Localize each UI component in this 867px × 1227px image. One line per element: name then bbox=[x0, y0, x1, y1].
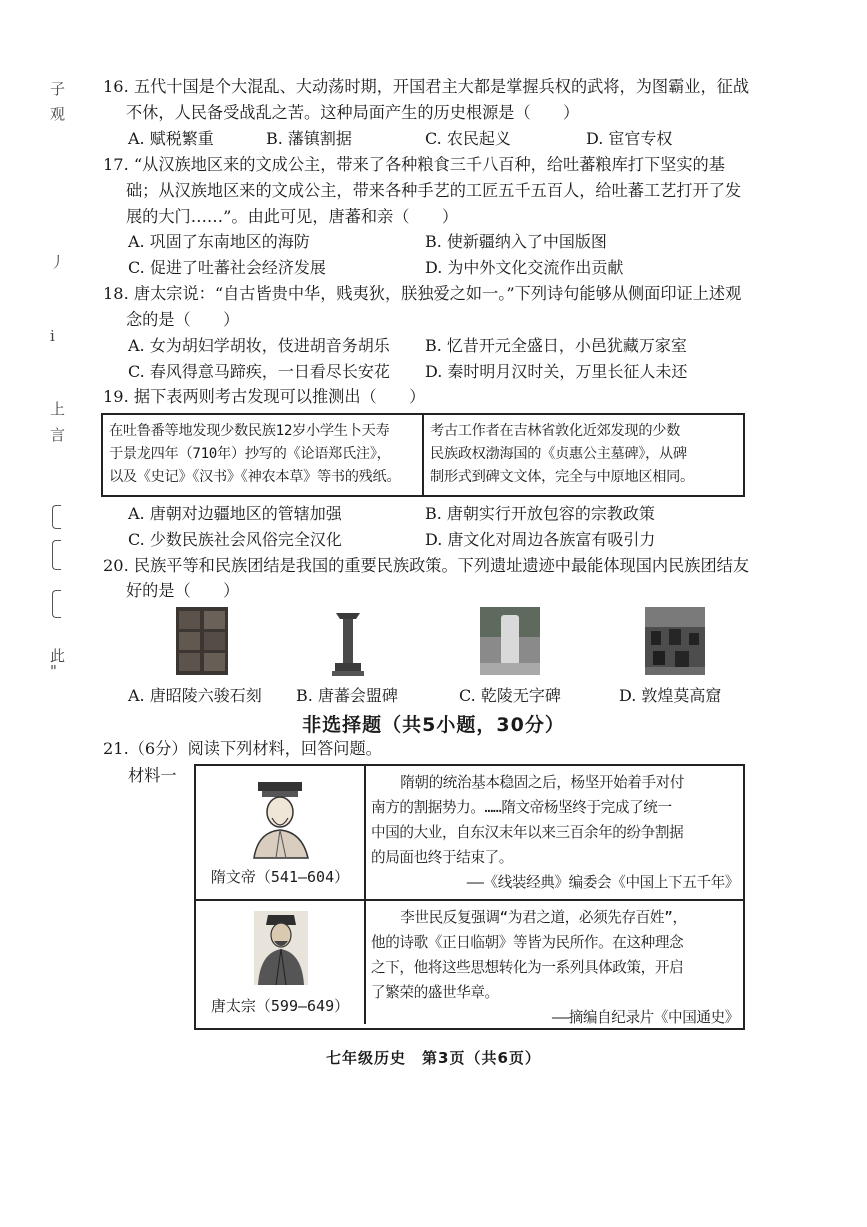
q17-option-a[interactable]: A. 巩固了东南地区的海防 bbox=[128, 232, 310, 251]
q19-left-line: 以及《史记》《汉书》《神农本草》等书的残纸。 bbox=[109, 469, 401, 485]
mogao-grottoes-image bbox=[645, 607, 705, 675]
q16-option-b[interactable]: B. 藩镇割据 bbox=[266, 129, 352, 148]
q18-stem-line1: 18. 唐太宗说：“自古皆贵中华，贱夷狄，朕独爱之如一。”下列诗句能够从侧面印证上述观 bbox=[103, 284, 742, 303]
tang-text-line: 了繁荣的盛世华章。 bbox=[371, 984, 499, 1001]
section-title: 非选择题（共5小题，30分） bbox=[302, 714, 565, 736]
tang-text-line: 他的诗歌《正日临朝》等皆为民所作。在这种理念 bbox=[371, 934, 684, 951]
margin-mark: 言 bbox=[50, 426, 66, 444]
page-footer: 七年级历史 第3页（共6页） bbox=[326, 1049, 541, 1067]
tang-source: ——摘编自纪录片《中国通史》 bbox=[551, 1009, 739, 1026]
q20-stem-line1: 20. 民族平等和民族团结是我国的重要民族政策。下列遗址遗迹中最能体现国内民族团结友 bbox=[103, 556, 750, 575]
q19-option-c[interactable]: C. 少数民族社会风俗完全汉化 bbox=[128, 530, 342, 549]
margin-mark: 上 bbox=[50, 400, 66, 418]
q19-stem: 19. 据下表两则考古发现可以推测出（ ） bbox=[103, 387, 426, 406]
q16-option-c[interactable]: C. 农民起义 bbox=[425, 129, 511, 148]
q18-option-b[interactable]: B. 忆昔开元全盛日，小邑犹藏万家室 bbox=[425, 336, 687, 355]
q18-stem-line2: 念的是（ ） bbox=[126, 310, 240, 329]
q17-stem-line3: 展的大门……”。由此可见，唐蕃和亲（ ） bbox=[126, 207, 459, 226]
margin-mark: " bbox=[50, 662, 57, 680]
q17-option-d[interactable]: D. 为中外文化交流作出贡献 bbox=[425, 258, 624, 277]
q18-option-d[interactable]: D. 秦时明月汉时关，万里长征人未还 bbox=[425, 362, 688, 381]
q19-right-line: 民族政权渤海国的《贞惠公主墓碑》，从碑 bbox=[430, 446, 687, 462]
sui-text-line: 中国的大业，自东汉末年以来三百余年的纷争割据 bbox=[371, 824, 684, 841]
material-row-sui bbox=[196, 766, 743, 901]
q16-option-a[interactable]: A. 赋税繁重 bbox=[128, 129, 214, 148]
q19-right-line: 考古工作者在吉林省敦化近郊发现的少数 bbox=[430, 423, 680, 439]
qianling-wordless-stele-image bbox=[480, 607, 540, 675]
material-label: 材料一 bbox=[128, 766, 177, 785]
tang-taizong-portrait bbox=[254, 911, 308, 985]
sui-text-cell bbox=[366, 766, 743, 895]
margin-bracket bbox=[52, 505, 61, 529]
q17-option-b[interactable]: B. 使新疆纳入了中国版图 bbox=[425, 232, 607, 251]
q19-material-table bbox=[101, 413, 745, 497]
q16-stem-line1: 16. 五代十国是个大混乱、大动荡时期，开国君主大都是掌握兵权的武将，为图霸业，征战 bbox=[103, 77, 750, 96]
sui-text-line: 南方的割据势力。……隋文帝杨坚终于完成了统一 bbox=[371, 799, 672, 816]
sui-text-line: 隋朝的统治基本稳固之后，杨坚开始着手对付 bbox=[400, 774, 685, 791]
q19-left-line: 于景龙四年（710年）抄写的《论语郑氏注》， bbox=[109, 446, 391, 462]
q20-option-a[interactable]: A. 唐昭陵六骏石刻 bbox=[128, 686, 262, 705]
tang-tibet-alliance-stele-image bbox=[330, 607, 366, 677]
q18-option-c[interactable]: C. 春风得意马蹄疾，一日看尽长安花 bbox=[128, 362, 390, 381]
tang-text-line: 之下，他将这些思想转化为一系列具体政策，开启 bbox=[371, 959, 684, 976]
q19-right-line: 制形式到碑文文体，完全与中原地区相同。 bbox=[430, 469, 694, 485]
sui-wendi-portrait bbox=[246, 780, 316, 860]
margin-bracket bbox=[52, 540, 61, 570]
q21-stem: 21.（6分）阅读下列材料，回答问题。 bbox=[103, 739, 382, 758]
q20-option-c[interactable]: C. 乾陵无字碑 bbox=[459, 686, 561, 705]
tang-taizong-caption: 唐太宗（599—649） bbox=[210, 997, 350, 1015]
margin-mark: 此 bbox=[50, 647, 66, 665]
q18-option-a[interactable]: A. 女为胡妇学胡妆，伎进胡音务胡乐 bbox=[128, 336, 390, 355]
margin-mark: 丿 bbox=[50, 253, 66, 271]
q20-option-b[interactable]: B. 唐蕃会盟碑 bbox=[296, 686, 398, 705]
sui-wendi-caption: 隋文帝（541—604） bbox=[210, 868, 350, 886]
margin-bracket bbox=[52, 590, 61, 618]
sui-portrait-cell bbox=[196, 766, 366, 899]
q20-stem-line2: 好的是（ ） bbox=[126, 581, 240, 600]
q16-stem-line2: 不休，人民备受战乱之苦。这种局面产生的历史根源是（ ） bbox=[126, 103, 580, 122]
margin-mark: 观 bbox=[50, 105, 66, 123]
tang-portrait-cell bbox=[196, 901, 366, 1024]
q19-left-cell bbox=[103, 415, 422, 495]
q19-right-cell bbox=[422, 415, 743, 495]
q17-stem-line1: 17. “从汉族地区来的文成公主，带来了各种粮食三千八百种，给吐蕃粮库打下坚实的基 bbox=[103, 155, 725, 174]
q20-option-d[interactable]: D. 敦煌莫高窟 bbox=[619, 686, 722, 705]
margin-mark: i bbox=[50, 327, 55, 345]
q19-option-b[interactable]: B. 唐朝实行开放包容的宗教政策 bbox=[425, 504, 655, 523]
sui-source: ——《线装经典》编委会《中国上下五千年》 bbox=[466, 874, 739, 891]
zhaoling-six-steeds-image bbox=[176, 607, 228, 675]
q19-option-a[interactable]: A. 唐朝对边疆地区的管辖加强 bbox=[128, 504, 342, 523]
tang-text-cell bbox=[366, 901, 743, 1030]
q16-option-d[interactable]: D. 宦官专权 bbox=[586, 129, 673, 148]
margin-mark: 子 bbox=[50, 80, 66, 98]
q21-material-table bbox=[194, 764, 745, 1030]
sui-text-line: 的局面也终于结束了。 bbox=[371, 849, 513, 866]
q17-option-c[interactable]: C. 促进了吐蕃社会经济发展 bbox=[128, 258, 326, 277]
q19-option-d[interactable]: D. 唐文化对周边各族富有吸引力 bbox=[425, 530, 656, 549]
material-row-tang bbox=[196, 901, 743, 1024]
tang-text-line: 李世民反复强调“为君之道，必须先存百姓”， bbox=[400, 909, 687, 926]
q19-left-line: 在吐鲁番等地发现少数民族12岁小学生卜天寿 bbox=[109, 423, 390, 439]
q17-stem-line2: 础；从汉族地区来的文成公主，带来各种手艺的工匠五千五百人，给吐蕃工艺打开了发 bbox=[126, 181, 742, 200]
